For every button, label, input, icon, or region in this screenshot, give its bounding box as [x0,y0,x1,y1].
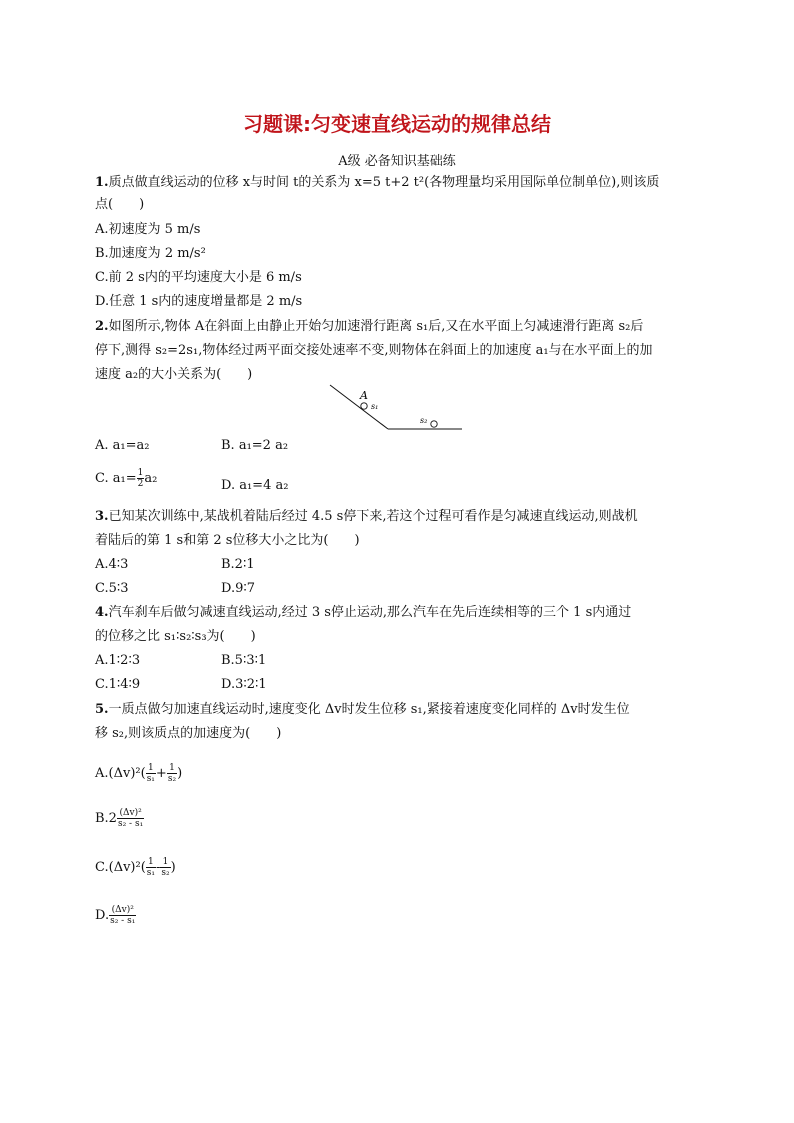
q1-stem-line-2: 点( ) [95,197,145,212]
q5-option-d-numerator: (Δv)² [109,905,136,916]
section-heading: A级 必备知识基础练 [338,154,456,169]
q5-stem-text-1: 一质点做匀加速直线运动时,速度变化 Δv时发生位移 s₁,紧接着速度变化同样的 Δv时发生位 [108,702,630,717]
q3-option-a: A.4∶3 [95,557,129,572]
q5-option-c-fraction-1 [146,857,156,878]
q4-stem-line-1 [95,605,631,621]
q5-option-b-fraction [117,808,144,829]
q5-option-c-prefix: C.(Δv)²( [95,860,146,875]
q5-option-a-operator: + [155,766,167,781]
q5-option-a-f2-numerator: 1 [167,763,177,774]
q2-option-c-numerator: 1 [137,468,144,478]
q5-option-c-suffix: ) [170,860,176,875]
q2-option-c-suffix: a₂ [144,471,158,486]
q5-option-c-f1-numerator: 1 [146,857,156,868]
page-title: 习题课:匀变速直线运动的规律总结 [243,112,551,136]
q1-option-b: B.加速度为 2 m/s² [95,246,206,261]
q2-option-d: D. a₁=4 a₂ [221,478,289,493]
q5-option-a [95,763,182,784]
q3-stem-text-1: 已知某次训练中,某战机着陆后经过 4.5 s停下来,若这个过程可看作是匀减速直线运动,则战机 [108,509,638,524]
q5-option-d-fraction [109,905,136,926]
q5-option-a-fraction-2 [167,763,177,784]
q5-option-c-f2-denominator: s₂ [161,868,170,878]
q5-number: 5. [95,702,109,717]
incline-line [330,385,388,429]
q3-stem-line-2: 着陆后的第 1 s和第 2 s位移大小之比为( ) [95,533,360,548]
q3-number: 3. [95,509,109,524]
q5-option-c [95,857,176,878]
q1-stem-text-1: 质点做直线运动的位移 x与时间 t的关系为 x=5 t+2 t²(各物理量均采用国际单位制单位),则该质 [108,175,660,190]
q2-option-b: B. a₁=2 a₂ [221,438,289,453]
q4-number: 4. [95,605,109,620]
q4-option-d: D.3∶2∶1 [221,677,267,692]
q2-number: 2. [95,319,109,334]
q2-option-c-prefix: C. a₁= [95,471,137,486]
q4-option-a: A.1∶2∶3 [95,653,141,668]
q5-option-a-suffix: ) [177,766,183,781]
q5-option-a-f2-denominator: s₂ [167,774,177,784]
q4-option-b: B.5∶3∶1 [221,653,267,668]
q5-option-c-f2-numerator: 1 [160,857,170,868]
q3-option-b: B.2∶1 [221,557,255,572]
q5-option-d [95,905,136,926]
label-s1: s₁ [371,402,379,411]
q2-option-c-denominator: 2 [137,479,144,489]
q1-option-c: C.前 2 s内的平均速度大小是 6 m/s [95,270,302,285]
q4-stem-line-2: 的位移之比 s₁∶s₂∶s₃为( ) [95,629,256,644]
q1-number: 1. [95,175,109,190]
label-s2: s₂ [420,416,428,425]
q2-stem-line-2: 停下,测得 s₂=2s₁,物体经过两平面交接处速率不变,则物体在斜面上的加速度 a₁与在水平面上的加 [95,343,653,358]
q5-option-b [95,808,144,829]
q5-option-c-fraction-2 [160,857,170,878]
incline-diagram [326,383,466,433]
block-on-ground [431,421,437,427]
q3-option-c: C.5∶3 [95,581,129,596]
q5-option-c-f1-denominator: s₁ [146,868,156,878]
q5-option-d-prefix: D. [95,908,110,923]
q5-option-a-prefix: A.(Δv)²( [95,766,146,781]
q5-option-a-fraction-1 [146,763,156,784]
q1-option-d: D.任意 1 s内的速度增量都是 2 m/s [95,294,303,309]
q5-option-b-denominator: s₂ - s₁ [117,819,144,829]
q1-stem-line-1 [95,175,659,191]
q3-option-d: D.9∶7 [221,581,256,596]
q5-option-d-denominator: s₂ - s₁ [110,916,136,926]
q2-option-a: A. a₁=a₂ [95,438,150,453]
q4-option-c: C.1∶4∶9 [95,677,141,692]
q5-option-b-prefix: B.2 [95,811,117,826]
q2-stem-text-1: 如图所示,物体 A在斜面上由静止开始匀加速滑行距离 s₁后,又在水平面上匀减速滑行距离 s₂后 [108,319,644,334]
q2-option-c [95,468,157,489]
q4-stem-text-1: 汽车刹车后做匀减速直线运动,经过 3 s停止运动,那么汽车在先后连续相等的三个 1 s内通过 [108,605,632,620]
q5-stem-line-2: 移 s₂,则该质点的加速度为( ) [95,726,282,741]
q5-option-c-operator: - [156,860,161,875]
q5-option-a-f1-numerator: 1 [146,763,156,774]
q1-option-a: A.初速度为 5 m/s [95,222,201,237]
label-a: A [360,389,368,402]
q2-stem-line-1 [95,319,643,335]
q5-option-a-f1-denominator: s₁ [146,774,155,784]
q5-option-b-numerator: (Δv)² [117,808,144,819]
q5-stem-line-1 [95,702,630,718]
block-a-on-slope [361,403,367,409]
q3-stem-line-1 [95,509,638,525]
q2-stem-line-3: 速度 a₂的大小关系为( ) [95,367,253,382]
